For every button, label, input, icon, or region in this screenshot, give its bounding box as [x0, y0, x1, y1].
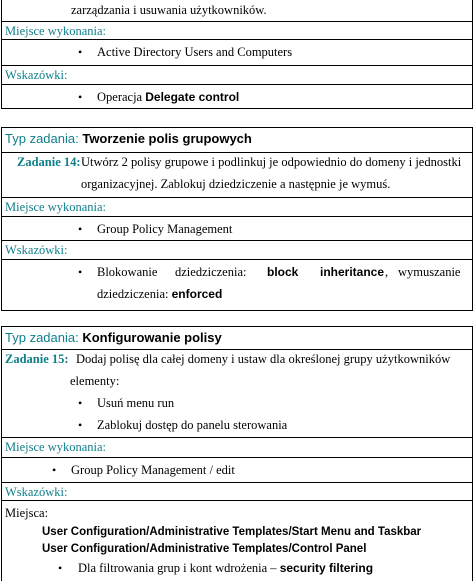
bullet-icon: • — [78, 418, 83, 432]
task-continuation-text: zarządzania i usuwania użytkowników. — [71, 3, 267, 17]
config-path-2: User Configuration/Administrative Templates/Control Panel — [42, 543, 367, 555]
hints-label: Wskazówki: — [5, 485, 68, 499]
hint-comma: , — [385, 265, 389, 279]
task-item-1: Usuń menu run — [97, 396, 175, 410]
hint-text — [97, 90, 239, 105]
task-line-2: organizacyjnej. Zablokuj dziedziczenie a następnie je wymuś. — [81, 177, 391, 191]
location-item: Group Policy Management / edit — [71, 463, 235, 477]
task-line-1: Dodaj polisę dla całej domeny i ustaw dla określonej grupy użytkowników — [76, 352, 451, 366]
hint-word-1: Blokowanie — [97, 265, 158, 279]
bullet-icon: • — [78, 222, 83, 236]
last-hint-bold: security filtering — [279, 561, 374, 575]
hint-intro: Miejsca: — [5, 506, 49, 520]
config-path-1: User Configuration/Administrative Templates/Start Menu and Taskbar — [42, 526, 422, 538]
hint-line-2-prefix: dziedziczenia: — [97, 287, 169, 301]
task-type-header — [5, 330, 222, 345]
location-label: Miejsce wykonania: — [5, 440, 107, 454]
task-type-label: Typ zadania: — [5, 330, 79, 345]
bullet-icon: • — [58, 561, 63, 575]
hints-label: Wskazówki: — [5, 243, 68, 257]
bullet-icon: • — [52, 463, 57, 477]
bullet-icon: • — [78, 45, 83, 59]
task-line-1: Utwórz 2 polisy grupowe i podlinkuj je odpowiednio do domeny i jednostki — [81, 155, 462, 169]
task-type-title: Tworzenie polis grupowych — [82, 131, 252, 146]
hint-line-2-bold: enforced — [171, 287, 223, 301]
task-type-header — [5, 131, 252, 146]
hints-label: Wskazówki: — [5, 68, 68, 82]
bullet-icon: • — [78, 90, 83, 104]
location-label: Miejsce wykonania: — [5, 200, 107, 214]
task-item-2: Zablokuj dostęp do panelu sterowania — [97, 418, 288, 432]
task-type-title: Konfigurowanie polisy — [82, 330, 222, 345]
location-label: Miejsce wykonania: — [5, 24, 107, 38]
bullet-icon: • — [78, 265, 83, 279]
hint-bold-1: block — [267, 265, 299, 279]
location-item: Active Directory Users and Computers — [97, 45, 293, 59]
task-label: Zadanie 15: — [5, 352, 69, 366]
task-label: Zadanie 14: — [17, 155, 81, 169]
hint-word-2: dziedziczenia: — [175, 265, 247, 279]
last-hint-prefix: Dla filtrowania grup i kont wdrożenia – — [78, 561, 277, 575]
task-type-label: Typ zadania: — [5, 131, 79, 146]
hint-bold: Delegate control — [145, 90, 240, 104]
hint-prefix: Operacja — [97, 90, 143, 104]
hint-line-2 — [97, 287, 222, 302]
hint-bold-2: inheritance — [320, 265, 385, 279]
last-hint — [78, 561, 373, 576]
task-line-2: elementy: — [70, 374, 120, 388]
location-item: Group Policy Management — [97, 222, 233, 236]
bullet-icon: • — [78, 396, 83, 410]
hint-word-4: wymuszanie — [398, 265, 461, 279]
